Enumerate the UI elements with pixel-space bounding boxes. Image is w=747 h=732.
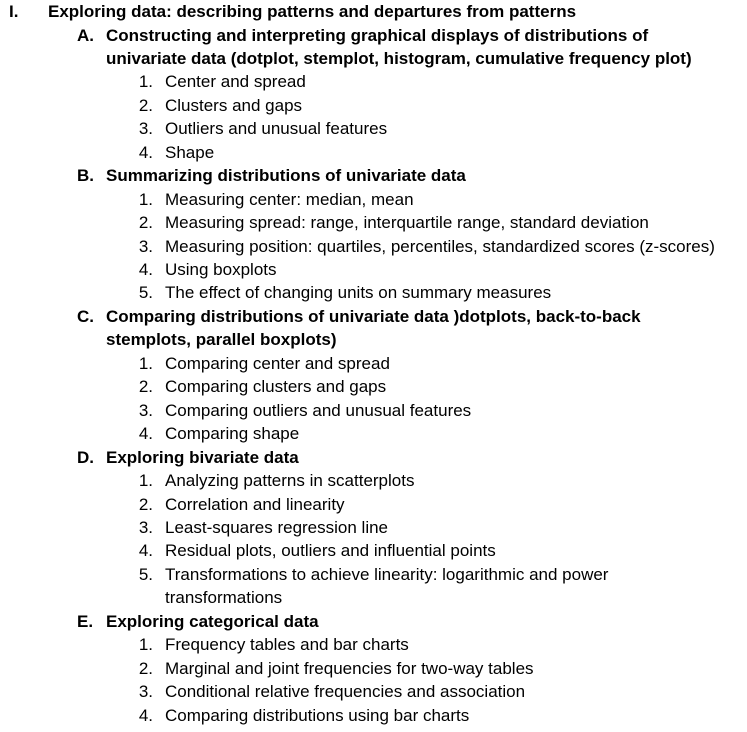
list-item: Comparing distributions using bar charts <box>165 705 470 725</box>
list-item: The effect of changing units on summary measures <box>165 283 552 303</box>
list-item: Using boxplots <box>165 260 277 279</box>
list-item: Least-squares regression line <box>165 517 389 537</box>
list-item-number: 2. <box>138 95 153 115</box>
list-item: Shape <box>165 142 215 162</box>
list-item-number: 3. <box>138 236 153 256</box>
subsection-title: Comparing distributions of univariate data )dotplots, back-to-back <box>106 306 641 326</box>
list-item-number: 2. <box>138 213 153 233</box>
list-item-number: 4. <box>138 260 153 279</box>
section-marker: I. <box>9 2 19 21</box>
subsection-title: Summarizing distributions of univariate data <box>106 166 466 186</box>
list-item: Outliers and unusual features <box>165 119 388 139</box>
list-item: Analyzing patterns in scatterplots <box>165 471 415 491</box>
list-item: Measuring spread: range, interquartile range, standard deviation <box>165 213 649 233</box>
subsection-title: Exploring categorical data <box>106 611 319 631</box>
subsection-marker: C. <box>77 306 94 326</box>
subsection-title: Exploring bivariate data <box>106 447 299 467</box>
subsection-title: stemplots, parallel boxplots) <box>106 330 337 350</box>
list-item-number: 4. <box>138 705 153 725</box>
list-item-number: 5. <box>138 283 153 303</box>
list-item-number: 1. <box>138 72 153 92</box>
list-item: Comparing outliers and unusual features <box>165 400 472 420</box>
list-item-number: 3. <box>138 400 153 420</box>
list-item: Clusters and gaps <box>165 95 303 115</box>
list-item: transformations <box>165 588 283 608</box>
list-item: Residual plots, outliers and influential points <box>165 541 496 561</box>
list-item-number: 1. <box>138 471 153 491</box>
list-item-number: 3. <box>138 682 153 702</box>
subsection-marker: D. <box>77 447 94 467</box>
subsection-title: Constructing and interpreting graphical displays of distributions of <box>106 25 649 45</box>
subsection-title: univariate data (dotplot, stemplot, histogram, cumulative frequency plot) <box>106 48 692 68</box>
list-item-number: 1. <box>138 635 153 655</box>
list-item: Transformations to achieve linearity: logarithmic and power <box>165 564 609 584</box>
list-item-number: 4. <box>138 142 153 162</box>
list-item: Correlation and linearity <box>165 494 345 514</box>
section-title: Exploring data: describing patterns and departures from patterns <box>48 2 577 21</box>
list-item: Frequency tables and bar charts <box>165 635 409 655</box>
subsection-marker: B. <box>77 166 94 186</box>
list-item-number: 3. <box>138 517 153 537</box>
subsection-marker: E. <box>77 611 94 631</box>
list-item: Measuring position: quartiles, percentiles, standardized scores (z-scores) <box>165 236 715 256</box>
list-item-number: 3. <box>138 119 153 139</box>
list-item: Marginal and joint frequencies for two-way tables <box>165 658 534 678</box>
list-item-number: 4. <box>138 424 153 444</box>
list-item-number: 4. <box>138 541 153 561</box>
subsection-marker: A. <box>77 25 94 45</box>
list-item-number: 1. <box>138 189 153 209</box>
list-item-number: 2. <box>138 658 153 678</box>
list-item: Comparing center and spread <box>165 353 390 373</box>
list-item-number: 2. <box>138 377 153 397</box>
list-item: Center and spread <box>165 72 306 92</box>
list-item: Conditional relative frequencies and association <box>165 682 526 702</box>
list-item-number: 5. <box>138 564 153 584</box>
list-item: Comparing clusters and gaps <box>165 377 387 397</box>
list-item: Comparing shape <box>165 424 300 444</box>
list-item-number: 2. <box>138 494 153 514</box>
list-item-number: 1. <box>138 353 153 373</box>
list-item: Measuring center: median, mean <box>165 189 414 209</box>
